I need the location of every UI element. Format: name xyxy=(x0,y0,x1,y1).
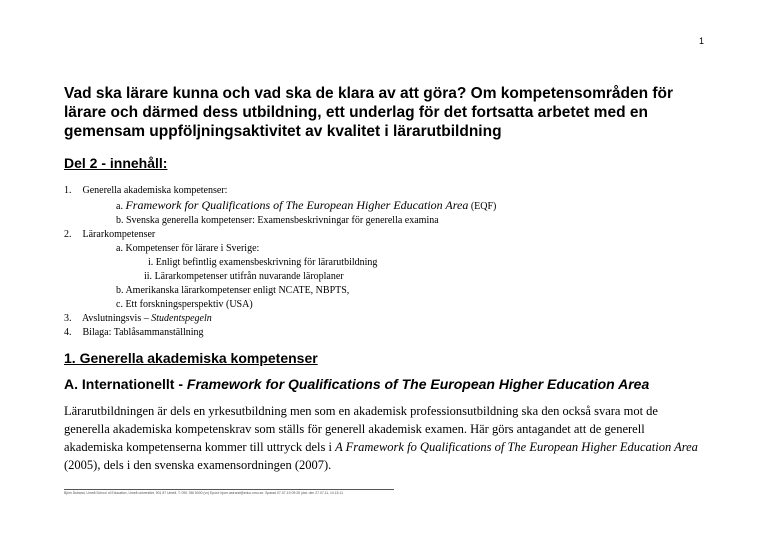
toc-number: b. xyxy=(116,285,124,296)
toc-item xyxy=(64,242,704,256)
part-heading: Del 2 - innehåll: xyxy=(64,155,168,171)
toc-item xyxy=(64,298,704,312)
toc-number: b. xyxy=(116,215,124,226)
toc-number: i. xyxy=(148,257,154,268)
footer-divider xyxy=(64,489,394,490)
toc-text: Enligt befintlig examensbeskrivning för lärarutbildning xyxy=(155,257,378,268)
toc-suffix: (EQF) xyxy=(470,201,497,212)
body-paragraph xyxy=(64,402,704,474)
toc-item xyxy=(64,270,704,284)
toc-item xyxy=(64,284,704,298)
paragraph-part2: (2005), dels i den svenska examensordningen (2007). xyxy=(64,458,332,472)
toc-item xyxy=(64,312,704,326)
footer-note: Björn Åstrand, Umeå School of Education, Umeå universitet, 901 87 Umeå. T: 090-786 5000 (vx) Epost: bjorn.astrand@educ.umu.se. Sparad 07-07-19 09:26 (dat. den 27.07.11, 10.15.11 xyxy=(64,491,344,495)
toc-text: Svenska generella kompetenser: Examensbeskrivningar för generella examina xyxy=(126,215,439,226)
toc-item xyxy=(64,228,704,242)
toc-item xyxy=(64,214,704,228)
toc-number: a. xyxy=(116,243,123,254)
toc-item xyxy=(64,184,704,198)
toc-text: Avslutningsvis – xyxy=(81,313,152,324)
toc-text: Generella akademiska kompetenser: xyxy=(82,185,228,196)
page-number: 1 xyxy=(698,36,704,46)
toc-text: Lärarkompetenser xyxy=(82,229,156,240)
toc-item xyxy=(64,256,704,270)
toc-text: Kompetenser för lärare i Sverige: xyxy=(125,243,260,254)
toc-text: Amerikanska lärarkompetenser enligt NCATE, NBPTS, xyxy=(125,285,350,296)
toc-number: 2. xyxy=(64,229,72,240)
toc-number: 1. xyxy=(64,185,72,196)
subsection-heading xyxy=(64,376,704,392)
toc-text: Ett forskningsperspektiv (USA) xyxy=(125,299,253,310)
subsection-italic: Framework for Qualifications of The European Higher Education Area xyxy=(186,376,650,392)
toc-item xyxy=(64,326,704,340)
toc-item xyxy=(64,198,704,214)
table-of-contents xyxy=(64,184,704,340)
toc-text: Bilaga: Tablåsammanställning xyxy=(82,327,204,338)
document-title: Vad ska lärare kunna och vad ska de klara av att göra? Om kompetensområden för lärare och därmed dess utbildning, ett underlag för det fortsatta arbetet med en gemensam uppföljningsaktivitet av kvalitet i lärarutbildning xyxy=(64,85,674,140)
toc-number: a. xyxy=(116,201,123,212)
subsection-prefix: A. Internationellt - xyxy=(64,376,187,392)
paragraph-part1: Lärarutbildningen är dels en yrkesutbildning men som en akademisk professionsutbildning ska den också svara mot de generella akademiska kompetenskrav som ställs för generell akademisk examen. Här görs antagandet att de generell akademiska kompetenserna kommer till uttryck dels i xyxy=(64,404,658,454)
paragraph-italic: A Framework fo Qualifications of The European Higher Education Area xyxy=(335,440,698,454)
toc-number: 3. xyxy=(64,313,72,324)
document-body xyxy=(64,84,704,474)
toc-italic: Studentspegeln xyxy=(151,313,212,324)
section-heading: 1. Generella akademiska kompetenser xyxy=(64,350,318,366)
toc-text: Lärarkompetenser utifrån nuvarande läroplaner xyxy=(154,271,344,282)
toc-text: Framework for Qualifications of The European Higher Education Area xyxy=(125,198,469,212)
toc-number: 4. xyxy=(64,327,72,338)
toc-number: c. xyxy=(116,299,123,310)
toc-number: ii. xyxy=(144,271,153,282)
